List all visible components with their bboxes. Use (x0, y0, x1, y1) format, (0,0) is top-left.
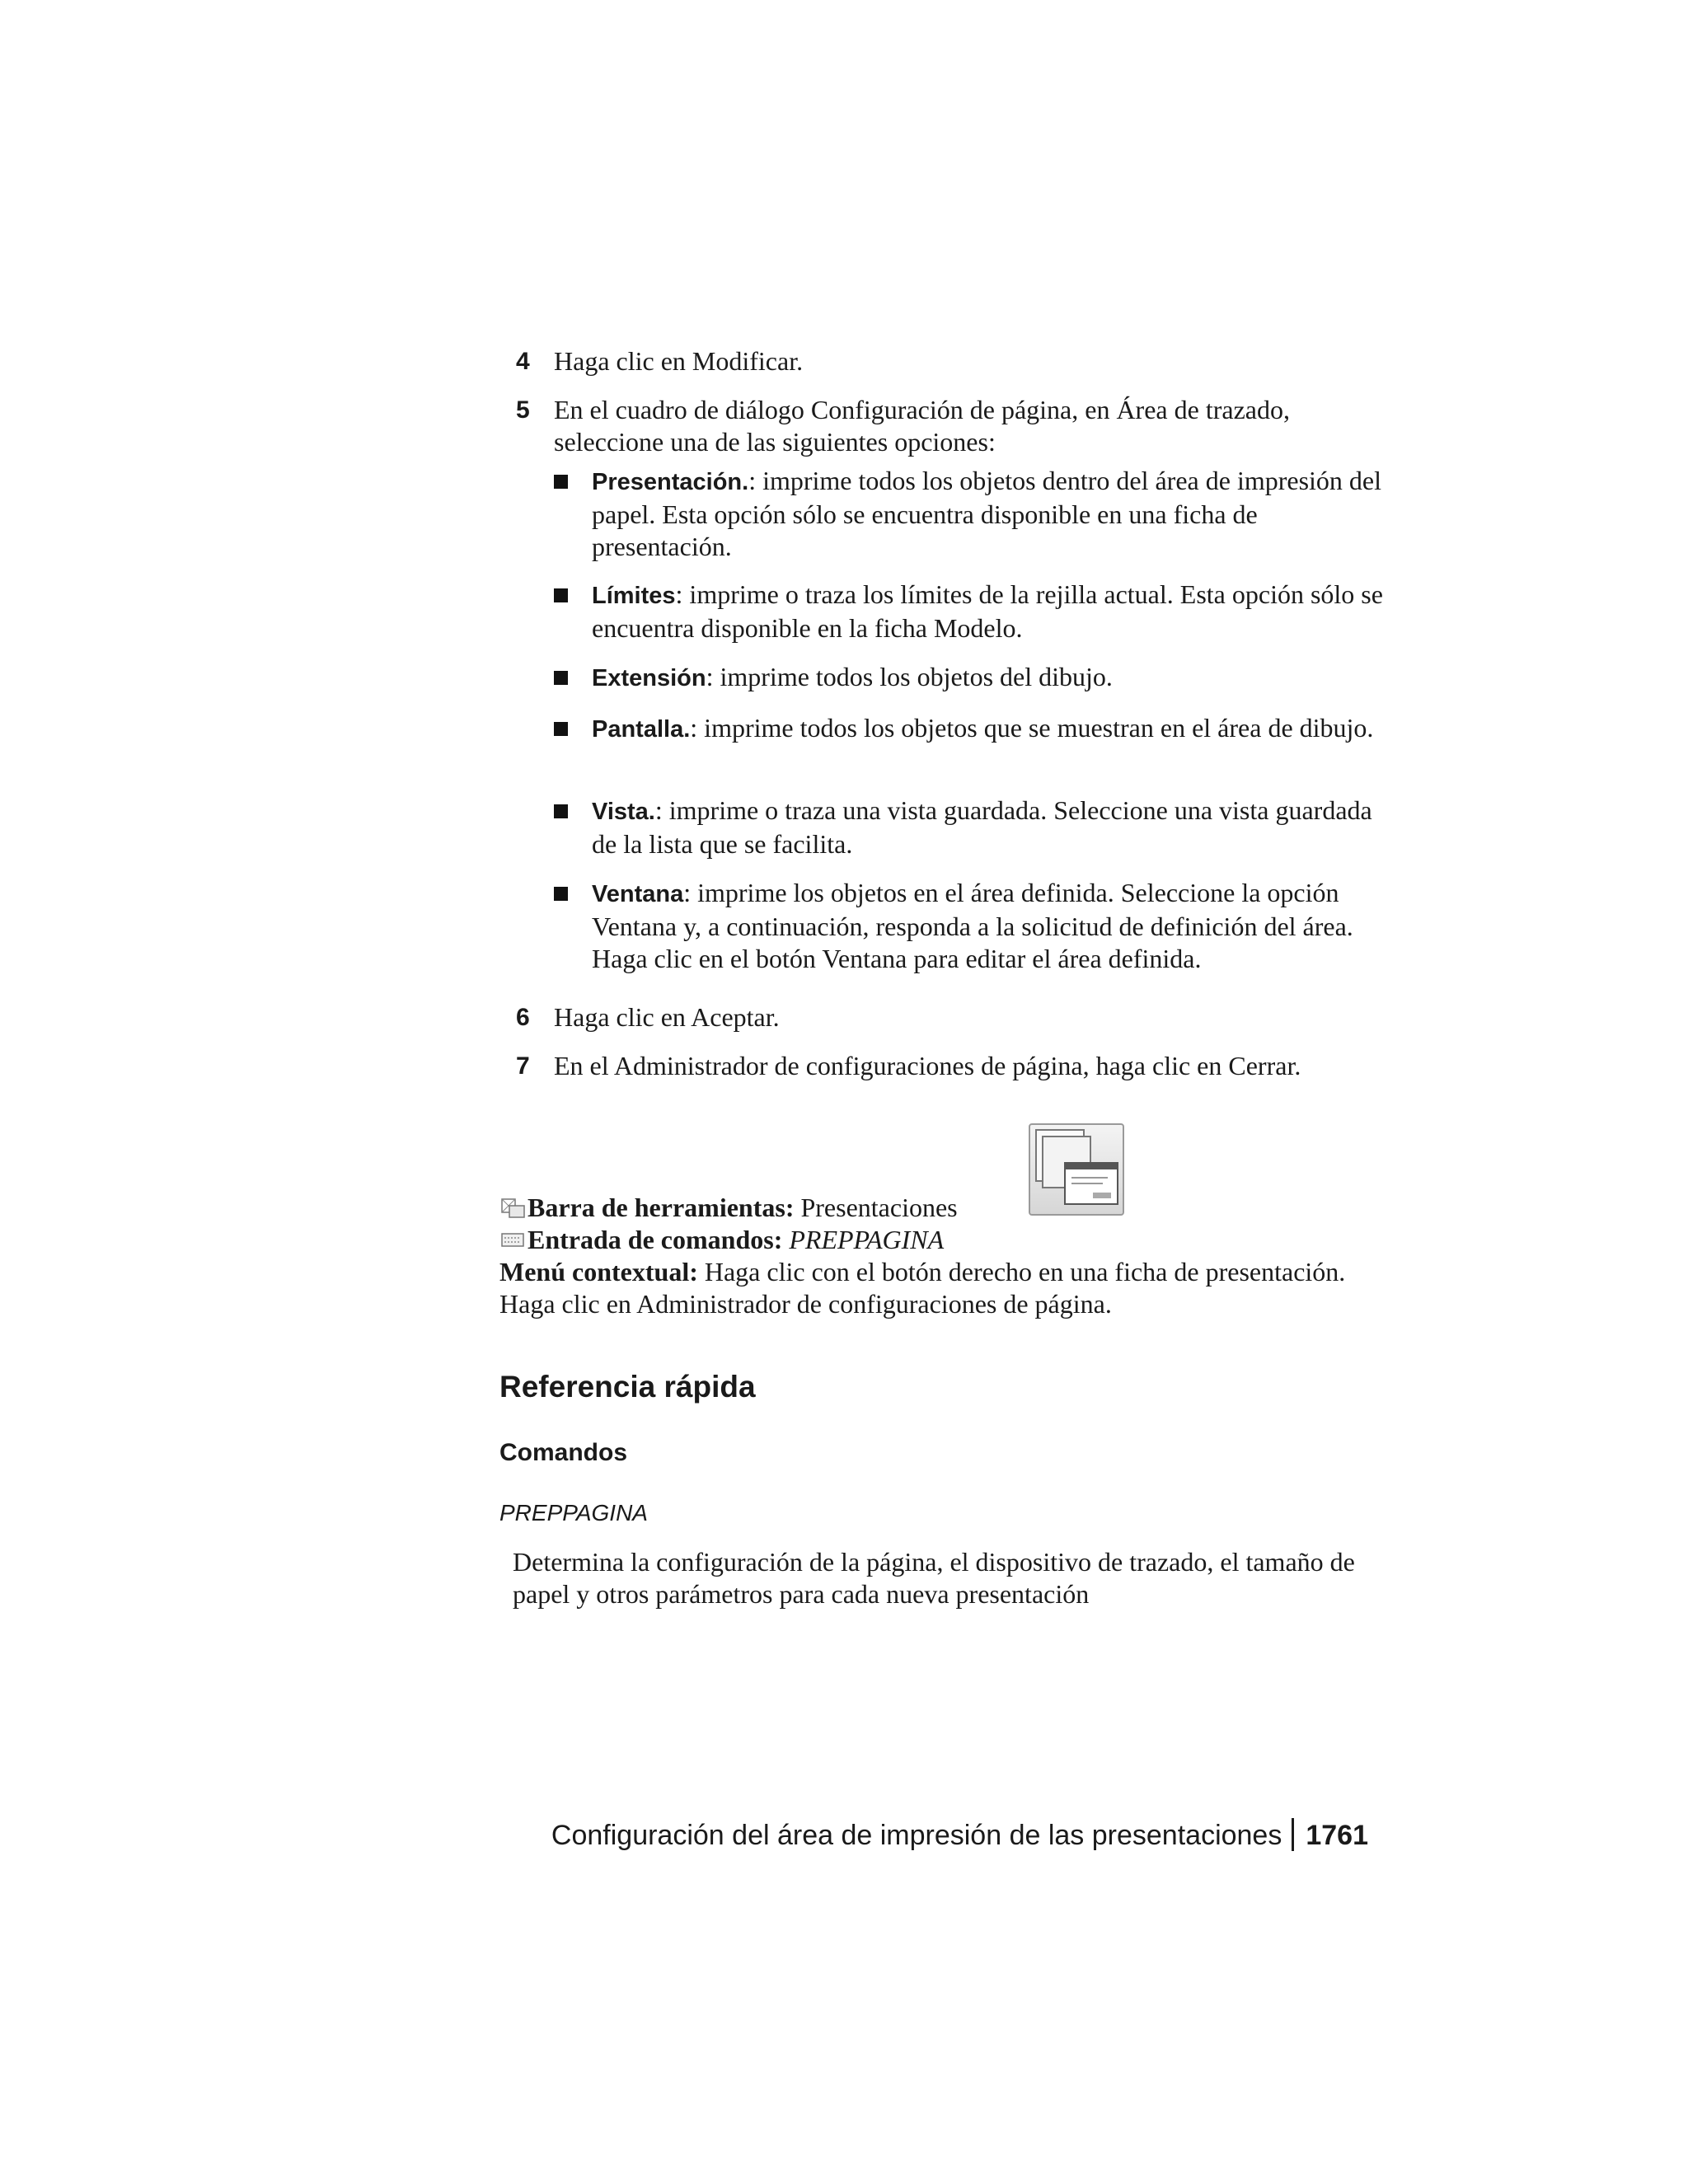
footer-separator (1292, 1818, 1294, 1851)
option-term: Vista. (592, 799, 655, 825)
bullet-square (554, 722, 568, 736)
step-number: 7 (516, 1052, 530, 1080)
option-pantalla (554, 712, 1386, 746)
context-label: Menú contextual: (499, 1257, 698, 1286)
step-number: 6 (516, 1004, 530, 1031)
option-text: : imprime o traza una vista guardada. Seleccione una vista guardada de la lista que se facilita. (592, 795, 1372, 859)
command-description: Determina la configuración de la página, el dispositivo de trazado, el tamaño de papel y otros parámetros para cada nueva presentación (513, 1547, 1355, 1609)
step-4 (516, 345, 1390, 377)
option-text: : imprime todos los objetos del dibujo. (706, 662, 1113, 691)
option-presentacion (554, 465, 1386, 563)
keyboard-icon (499, 1226, 528, 1245)
toolbar-label: Barra de herramientas: (528, 1193, 795, 1222)
command-value: PREPPAGINA (789, 1225, 945, 1254)
footer-title: Configuración del área de impresión de las presentaciones (551, 1820, 1282, 1851)
option-text: : imprime los objetos en el área definida. Seleccione la opción Ventana y, a continuación, responda a la solicitud de definición del área. Haga clic en el botón Ventana para editar el área definida. (592, 878, 1353, 973)
option-text: : imprime o traza los límites de la rejilla actual. Esta opción sólo se encuentra disponible en la ficha Modelo. (592, 579, 1383, 643)
option-term: Ventana (592, 881, 684, 907)
page-number: 1761 (1306, 1820, 1368, 1851)
bullet-square (554, 671, 568, 685)
bullet-square (554, 887, 568, 901)
step-text: En el Administrador de configuraciones de página, haga clic en Cerrar. (554, 1051, 1301, 1080)
page-setup-toolbar-icon (1029, 1123, 1124, 1216)
option-term: Límites (592, 583, 676, 609)
page-footer (551, 1818, 1368, 1852)
step-6 (516, 1001, 1390, 1033)
commands-subheading: Comandos (499, 1439, 628, 1466)
step-text: Haga clic en Aceptar. (554, 1002, 780, 1032)
option-term: Presentación. (592, 469, 749, 495)
option-term: Extensión (592, 665, 706, 691)
option-vista (554, 794, 1386, 860)
option-text: : imprime todos los objetos que se muestran en el área de dibujo. (690, 713, 1374, 743)
bullet-square (554, 475, 568, 489)
command-access-line (499, 1224, 944, 1256)
option-ventana (554, 877, 1386, 975)
option-text: : imprime todos los objetos dentro del área de impresión del papel. Esta opción sólo se encuentra disponible en una ficha de presentación. (592, 466, 1382, 561)
step-text: En el cuadro de diálogo Configuración de página, en Área de trazado, seleccione una de las siguientes opciones: (554, 395, 1290, 457)
context-value: Haga clic con el botón derecho en una ficha de presentación. Haga clic en Administrador de configuraciones de página. (499, 1257, 1346, 1319)
toolbar-access-line (499, 1192, 958, 1224)
step-number: 4 (516, 348, 530, 375)
context-menu-line (499, 1256, 1398, 1320)
toolbar-icon (499, 1194, 528, 1216)
step-7 (516, 1050, 1423, 1082)
quick-reference-heading: Referencia rápida (499, 1370, 756, 1404)
option-limites (554, 579, 1386, 644)
step-text: Haga clic en Modificar. (554, 346, 804, 376)
step-number: 5 (516, 396, 530, 424)
bullet-square (554, 588, 568, 602)
command-label: Entrada de comandos: (528, 1225, 783, 1254)
toolbar-value: Presentaciones (800, 1193, 958, 1222)
command-name: PREPPAGINA (499, 1500, 648, 1526)
option-extension (554, 661, 1386, 695)
bullet-square (554, 804, 568, 818)
option-term: Pantalla. (592, 716, 691, 743)
step-5 (516, 394, 1373, 458)
